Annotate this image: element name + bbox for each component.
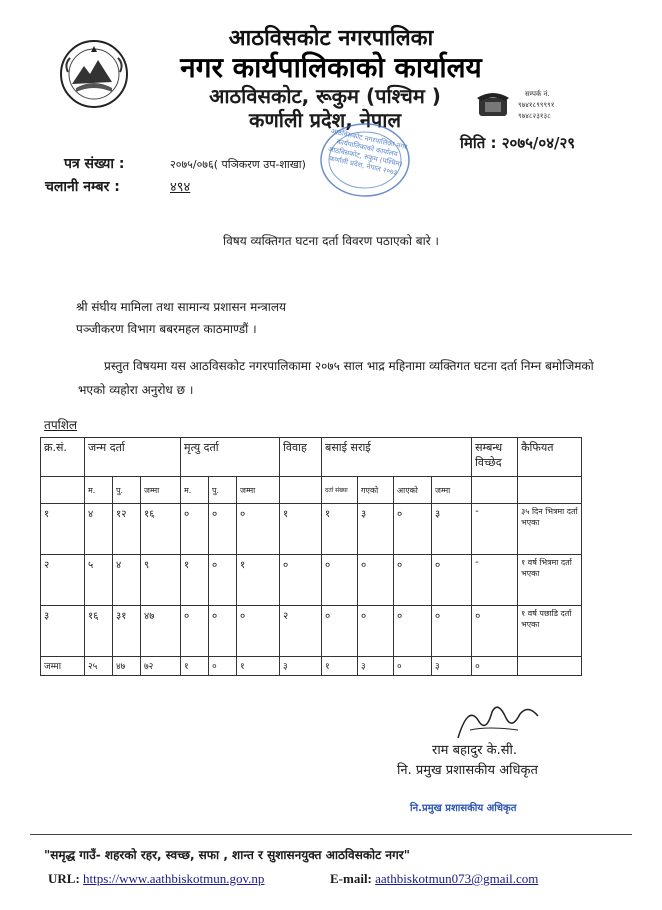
cell-migration-went: ३ [358, 504, 394, 555]
cell-death-total: ० [237, 504, 280, 555]
phone-number-1: ९७४१८९९९९१ [518, 101, 555, 109]
official-stamp: नि.प्रमुख प्रशासकीय अधिकृत [410, 803, 517, 814]
total-migration-registered: १ [322, 657, 358, 676]
table-header-row [41, 438, 582, 477]
dispatch-label: चलानी नम्बर : [45, 179, 120, 195]
dispatch-number: ४९४ [170, 180, 191, 195]
province-name: कर्णाली प्रदेश, नेपाल [248, 108, 402, 132]
cell-birth-total: ९ [141, 555, 181, 606]
cell-birth-total: ४७ [141, 606, 181, 657]
total-birth-female: ४७ [113, 657, 141, 676]
sub-birth-female: पु. [113, 477, 141, 504]
cell-sn: ३ [41, 606, 85, 657]
sub-death-male: म. [181, 477, 209, 504]
cell-divorce: ० [472, 606, 518, 657]
cell-birth-female: १२ [113, 504, 141, 555]
cell-death-male: १ [181, 555, 209, 606]
sub-migration-total: जम्मा [432, 477, 472, 504]
sub-death-total: जम्मा [237, 477, 280, 504]
table-row [41, 555, 582, 606]
cell-death-male: ० [181, 504, 209, 555]
municipality-name: आठविसकोट नगरपालिका [228, 26, 434, 51]
url-label: URL: [48, 871, 80, 886]
registration-table [40, 437, 582, 676]
cell-death-total: १ [237, 555, 280, 606]
sub-birth-total: जम्मा [141, 477, 181, 504]
cell-sn: २ [41, 555, 85, 606]
total-migration-total: ३ [432, 657, 472, 676]
signatory-title: नि. प्रमुख प्रशासकीय अधिकृत [397, 763, 538, 778]
letter-date: मिति : २०७५/०४/२९ [460, 134, 576, 152]
cell-death-male: ० [181, 606, 209, 657]
contact-label: सम्पर्क नं. [525, 90, 550, 98]
cell-birth-female: ४ [113, 555, 141, 606]
total-marriage: ३ [280, 657, 322, 676]
office-location: आठविसकोट, रूकुम (पश्चिम ) [209, 84, 441, 108]
cell-remarks: १ वर्ष पछाडि दर्ता भएका [518, 606, 582, 657]
header-marriage: विवाह [280, 438, 322, 477]
cell-birth-total: १६ [141, 504, 181, 555]
cell-divorce: - [472, 504, 518, 555]
recipient-line-2: पञ्जीकरण विभाग बबरमहल काठमाण्डौं । [76, 322, 257, 336]
sub-birth-male: म. [85, 477, 113, 504]
total-divorce: ० [472, 657, 518, 676]
cell-remarks: १ वर्ष भित्रमा दर्ता भएका [518, 555, 582, 606]
cell-divorce: - [472, 555, 518, 606]
cell-birth-male: १६ [85, 606, 113, 657]
signature-icon [448, 700, 543, 745]
footer-divider [30, 834, 632, 835]
footer-email [330, 871, 538, 887]
cell-birth-male: ४ [85, 504, 113, 555]
header-migration: बसाई सराई [322, 438, 472, 477]
table-subheader-row [41, 477, 582, 504]
cell-death-total: ० [237, 606, 280, 657]
header-birth: जन्म दर्ता [85, 438, 181, 477]
cell-marriage: २ [280, 606, 322, 657]
cell-migration-registered: ० [322, 606, 358, 657]
footer-url [48, 871, 264, 887]
total-death-male: १ [181, 657, 209, 676]
header-death: मृत्यु दर्ता [181, 438, 280, 477]
cell-migration-registered: ० [322, 555, 358, 606]
cell-remarks: ३५ दिन भित्रमा दर्ता भएका [518, 504, 582, 555]
cell-migration-went: ० [358, 555, 394, 606]
total-label: जम्मा [41, 657, 85, 676]
office-name: नगर कार्यपालिकाको कार्यालय [180, 51, 482, 84]
total-migration-came: ० [394, 657, 432, 676]
cell-migration-total: ३ [432, 504, 472, 555]
total-birth-male: २५ [85, 657, 113, 676]
cell-marriage: ० [280, 555, 322, 606]
table-row [41, 504, 582, 555]
seal-text: आठविसकोट नगरपालिका नगर कार्यपालिकाको कार्यालय आठविसकोट, रुकुम (पश्चिम) कर्णाली प्रदेश, नेपाल २०७३ [327, 127, 408, 177]
letter-subject: विषय व्यक्तिगत घटना दर्ता विवरण पठाएको बारे । [223, 234, 439, 248]
cell-migration-total: ० [432, 555, 472, 606]
cell-death-female: ० [209, 504, 237, 555]
recipient-line-1: श्री संघीय मामिला तथा सामान्य प्रशासन मन्त्रालय [76, 300, 286, 314]
reference-value: २०७५/०७६( पञिकरण उप-शाखा) [170, 158, 306, 171]
letter-body: प्रस्तुत विषयमा यस आठविसकोट नगरपालिकामा २०७५ साल भाद्र महिनामा व्यक्तिगत घटना दर्ता निम्न बमोजिमको भएको व्यहोरा अनुरोध छ । [78, 359, 594, 397]
sub-migration-registered: दर्ता संख्या [322, 477, 358, 504]
telephone-icon [475, 88, 511, 118]
header-remarks: कैफियत [518, 438, 582, 477]
sub-migration-came: आएको [394, 477, 432, 504]
table-heading: तपशिल [44, 418, 78, 432]
total-death-total: १ [237, 657, 280, 676]
sub-migration-went: गएको [358, 477, 394, 504]
footer-slogan: "समृद्ध गाउँ- शहरको रहर, स्वच्छ, सफा , शान्त र सुशासनयुक्त आठविसकोट नगर" [44, 848, 410, 862]
total-death-female: ० [209, 657, 237, 676]
cell-migration-registered: १ [322, 504, 358, 555]
header-divorce: सम्बन्ध विच्छेद [472, 438, 518, 477]
cell-migration-came: ० [394, 606, 432, 657]
total-remarks [518, 657, 582, 676]
cell-marriage: १ [280, 504, 322, 555]
cell-sn: १ [41, 504, 85, 555]
cell-migration-came: ० [394, 555, 432, 606]
reference-label: पत्र संख्या : [64, 156, 125, 172]
total-birth-total: ७२ [141, 657, 181, 676]
email-link[interactable]: aathbiskotmun073@gmail.com [375, 871, 539, 886]
table-row [41, 606, 582, 657]
cell-migration-went: ० [358, 606, 394, 657]
cell-migration-came: ० [394, 504, 432, 555]
cell-birth-female: ३१ [113, 606, 141, 657]
signatory-name: राम बहादुर के.सी. [432, 743, 518, 758]
sub-death-female: पु. [209, 477, 237, 504]
cell-death-female: ० [209, 555, 237, 606]
email-label: E-mail: [330, 871, 372, 886]
website-link[interactable]: https://www.aathbiskotmun.gov.np [83, 871, 265, 886]
cell-migration-total: ० [432, 606, 472, 657]
table-total-row [41, 657, 582, 676]
header-sn: क्र.सं. [41, 438, 85, 477]
cell-birth-male: ५ [85, 555, 113, 606]
phone-number-2: ९७४८२३१३८ [518, 112, 551, 120]
total-migration-went: ३ [358, 657, 394, 676]
cell-death-female: ० [209, 606, 237, 657]
